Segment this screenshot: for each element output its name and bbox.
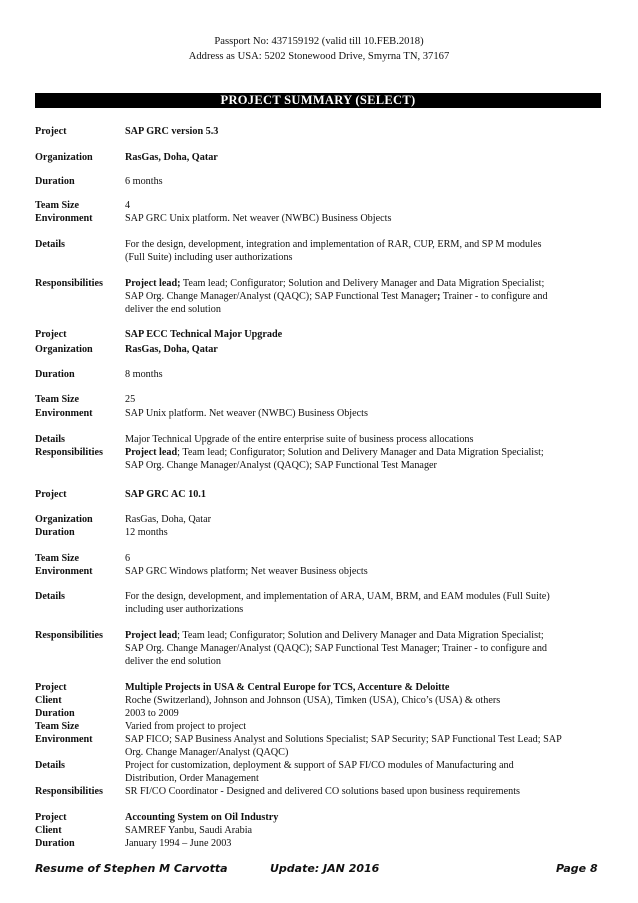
label-team-size: Team Size — [35, 721, 80, 732]
project-3-environment: SAP GRC Windows platform; Net weaver Business objects — [125, 566, 368, 577]
project-4-name: Multiple Projects in USA & Central Europe for TCS, Accenture & Deloitte — [125, 682, 450, 693]
label-environment: Environment — [35, 213, 93, 224]
label-team-size: Team Size — [35, 394, 80, 405]
project-1-name: SAP GRC version 5.3 — [125, 126, 219, 137]
label-responsibilities: Responsibilities — [35, 447, 103, 458]
project-4-environment-line-1: SAP FICO; SAP Business Analyst and Solutions Specialist; SAP Security; SAP Functional Test Lead; SAP — [125, 734, 562, 745]
project-1-details-line-1: For the design, development, integration and implementation of RAR, CUP, ERM, and SP M modules — [125, 239, 542, 250]
label-environment: Environment — [35, 566, 93, 577]
label-project: Project — [35, 682, 67, 693]
project-1-duration: 6 months — [125, 176, 163, 187]
project-2-duration: 8 months — [125, 369, 163, 380]
project-5-name: Accounting System on Oil Industry — [125, 812, 279, 823]
address-line: Address as USA: 5202 Stonewood Drive, Smyrna TN, 37167 — [188, 51, 450, 62]
project-4-details-line-1: Project for customization, deployment & support of SAP FI/CO modules of Manufacturing and — [125, 760, 514, 771]
label-project: Project — [35, 329, 67, 340]
label-duration: Duration — [35, 176, 75, 187]
project-2-responsibilities-line-1: Project lead; Team lead; Configurator; Solution and Delivery Manager and Data Migration Specialist; — [125, 447, 544, 458]
project-1-details-line-2: (Full Suite) including user authorizations — [125, 252, 293, 263]
label-details: Details — [35, 239, 65, 250]
project-3-responsibilities-line-3: deliver the end solution — [125, 656, 221, 667]
project-1-responsibilities-line-2: SAP Org. Change Manager/Analyst (QAQC); SAP Functional Test Manager; Trainer - to configure and — [125, 291, 548, 302]
label-duration: Duration — [35, 838, 75, 849]
label-client: Client — [35, 825, 62, 836]
label-responsibilities: Responsibilities — [35, 630, 103, 641]
project-3-responsibilities-line-1: Project lead; Team lead; Configurator; Solution and Delivery Manager and Data Migration Specialist; — [125, 630, 544, 641]
project-2-team-size: 25 — [125, 394, 136, 405]
label-duration: Duration — [35, 708, 75, 719]
project-4-details-line-2: Distribution, Order Management — [125, 773, 259, 784]
project-2-organization: RasGas, Doha, Qatar — [125, 344, 218, 355]
label-project: Project — [35, 489, 67, 500]
label-organization: Organization — [35, 344, 93, 355]
project-3-details-line-1: For the design, development, and implementation of ARA, UAM, BRM, and EAM modules (Full Suite) — [125, 591, 550, 602]
project-4-team-size: Varied from project to project — [125, 721, 247, 732]
label-organization: Organization — [35, 152, 93, 163]
label-environment: Environment — [35, 734, 93, 745]
project-2-environment: SAP Unix platform. Net weaver (NWBC) Business Objects — [125, 408, 368, 419]
project-3-responsibilities-line-2: SAP Org. Change Manager/Analyst (QAQC); SAP Functional Test Manager; Trainer - to configure and — [125, 643, 548, 654]
label-environment: Environment — [35, 408, 93, 419]
project-1-responsibilities-line-3: deliver the end solution — [125, 304, 221, 315]
footer-page-number: Page 8 — [556, 862, 598, 875]
project-2-name: SAP ECC Technical Major Upgrade — [125, 329, 283, 340]
project-1-responsibilities-line-1: Project lead; Team lead; Configurator; Solution and Delivery Manager and Data Migration Specialist; — [125, 278, 545, 289]
project-lead-label: Project lead — [125, 447, 178, 458]
label-client: Client — [35, 695, 62, 706]
project-3-team-size: 6 — [125, 553, 131, 564]
section-banner: PROJECT SUMMARY (SELECT) — [35, 93, 601, 108]
project-3-details-line-2: including user authorizations — [125, 604, 244, 615]
label-project: Project — [35, 812, 67, 823]
project-4-client: Roche (Switzerland), Johnson and Johnson (USA), Timken (USA), Chico’s (USA) & others — [125, 695, 501, 706]
footer-update: Update: JAN 2016 — [270, 862, 380, 875]
project-2-responsibilities-line-2: SAP Org. Change Manager/Analyst (QAQC); SAP Functional Test Manager — [125, 460, 437, 471]
label-duration: Duration — [35, 527, 75, 538]
project-4-duration: 2003 to 2009 — [125, 708, 179, 719]
label-details: Details — [35, 434, 65, 445]
label-details: Details — [35, 591, 65, 602]
project-lead-label: Project lead — [125, 630, 178, 641]
project-5-duration: January 1994 – June 2003 — [125, 838, 232, 849]
project-2-details-line-1: Major Technical Upgrade of the entire enterprise suite of business process allocations — [125, 434, 474, 445]
passport-line: Passport No: 437159192 (valid till 10.FEB.2018) — [214, 36, 424, 47]
label-organization: Organization — [35, 514, 93, 525]
label-responsibilities: Responsibilities — [35, 278, 103, 289]
project-4-responsibilities: SR FI/CO Coordinator - Designed and delivered CO solutions based upon business requirements — [125, 786, 520, 797]
project-1-environment: SAP GRC Unix platform. Net weaver (NWBC) Business Objects — [125, 213, 392, 224]
project-3-organization: RasGas, Doha, Qatar — [125, 514, 212, 525]
project-5-client: SAMREF Yanbu, Saudi Arabia — [125, 825, 253, 836]
label-team-size: Team Size — [35, 553, 80, 564]
project-3-name: SAP GRC AC 10.1 — [125, 489, 206, 500]
label-details: Details — [35, 760, 65, 771]
label-duration: Duration — [35, 369, 75, 380]
label-team-size: Team Size — [35, 200, 80, 211]
project-lead-label: Project lead; — [125, 278, 181, 289]
footer-resume-of: Resume of Stephen M Carvotta — [35, 862, 228, 875]
project-1-team-size: 4 — [125, 200, 131, 211]
project-3-duration: 12 months — [125, 527, 168, 538]
label-responsibilities: Responsibilities — [35, 786, 103, 797]
project-4-environment-line-2: Org. Change Manager/Analyst (QAQC) — [125, 747, 289, 758]
project-1-organization: RasGas, Doha, Qatar — [125, 152, 218, 163]
label-project: Project — [35, 126, 67, 137]
